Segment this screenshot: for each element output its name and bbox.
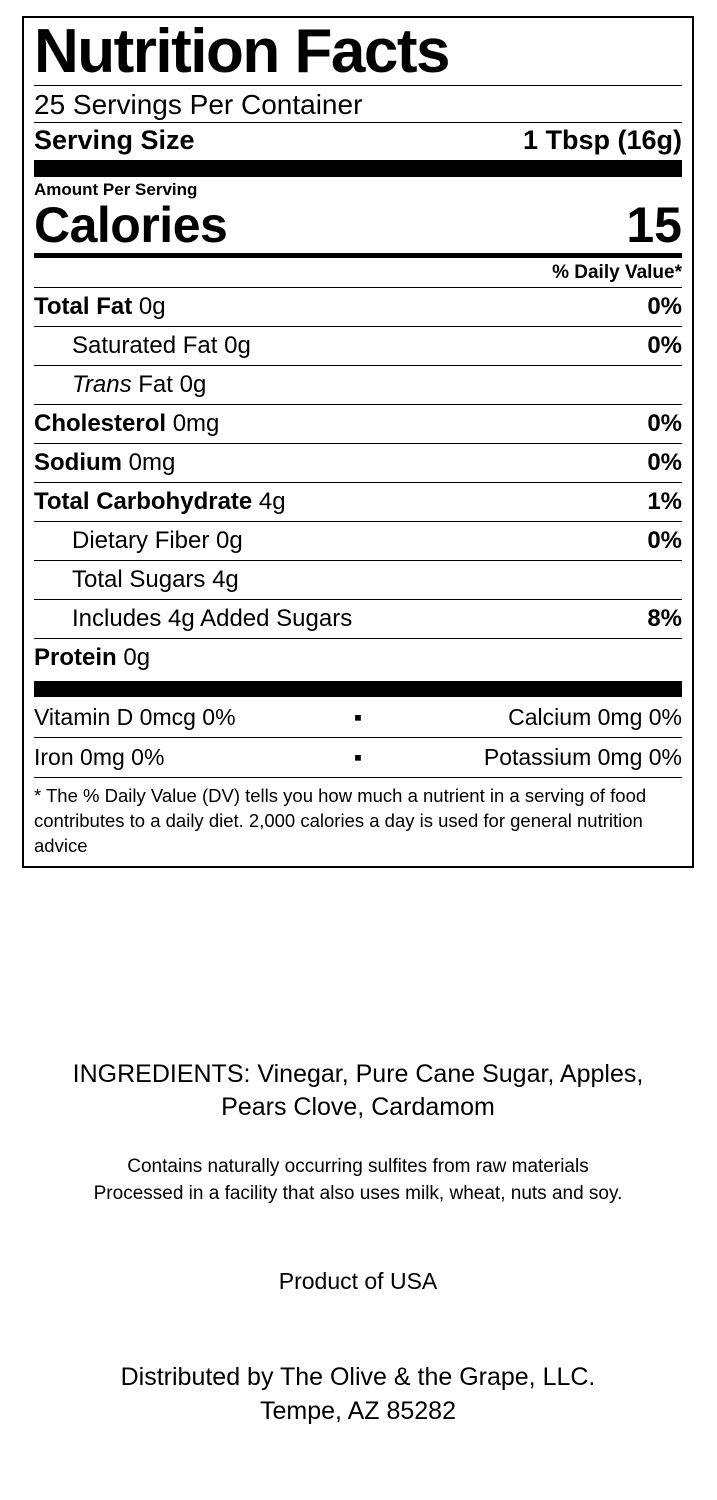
- supplemental-text-block: [22, 1058, 694, 1428]
- nutrient-amount: Fat 0g: [138, 371, 207, 399]
- nutrient-row-protein: [34, 638, 682, 677]
- nutrient-row-total-carbohydrate: [34, 482, 682, 521]
- daily-value-header: % Daily Value*: [552, 262, 682, 284]
- nutrient-amount: 0g: [224, 332, 251, 360]
- bullet-separator-icon: ▪: [353, 744, 363, 771]
- nutrient-amount: 0g: [216, 527, 243, 555]
- nutrient-name: Total Carbohydrate: [34, 488, 253, 516]
- nutrient-amount: 0g: [123, 644, 151, 672]
- nutrient-dv: 0%: [647, 410, 682, 438]
- potassium-value: Potassium 0mg 0%: [483, 744, 682, 771]
- nutrition-facts-title: Nutrition Facts: [34, 17, 449, 86]
- nutrient-name: Cholesterol: [34, 410, 167, 438]
- nutrient-amount: 0mg: [128, 449, 176, 477]
- serving-size-row: [34, 123, 682, 160]
- nutrient-row-dietary-fiber: [34, 521, 682, 560]
- calories-value: 15: [626, 197, 682, 254]
- nutrient-amount: 4g: [212, 566, 239, 594]
- daily-value-footnote: * The % Daily Value (DV) tells you how much a nutrient in a serving of food contributes to a daily diet. 2,000 calories a day is used for general nutrition advice: [34, 777, 682, 860]
- nutrient-name: Trans: [72, 371, 132, 399]
- serving-size-label: Serving Size: [34, 125, 195, 156]
- nutrient-row-sodium: [34, 443, 682, 482]
- distributor-address: Tempe, AZ 85282: [260, 1396, 456, 1425]
- thick-separator-top: [34, 160, 682, 177]
- nutrient-amount: 4g: [258, 488, 286, 516]
- facility-statement: Processed in a facility that also uses milk, wheat, nuts and soy.: [93, 1182, 623, 1204]
- ingredients-text: INGREDIENTS: Vinegar, Pure Cane Sugar, Apples, Pears Clove, Cardamom: [72, 1060, 644, 1121]
- allergen-block: [22, 1154, 694, 1208]
- nutrient-name: Includes 4g Added Sugars: [72, 605, 353, 633]
- amount-per-serving-label: Amount Per Serving: [34, 180, 198, 200]
- nutrient-name: Total Sugars: [72, 566, 206, 594]
- nutrient-dv: 1%: [647, 488, 682, 516]
- nutrient-name: Sodium: [34, 449, 122, 477]
- servings-per-container: 25 Servings Per Container: [34, 88, 363, 120]
- nutrient-row-total-fat: [34, 287, 682, 326]
- nutrient-name: Saturated Fat: [72, 332, 218, 360]
- nutrient-row-trans-fat: [34, 365, 682, 404]
- nutrient-dv: 0%: [647, 293, 682, 321]
- sulfites-statement: Contains naturally occurring sulfites from raw materials: [127, 1156, 589, 1177]
- nutrient-row-total-sugars: [34, 560, 682, 599]
- nutrition-facts-panel: [22, 16, 694, 868]
- nutrient-amount: 0g: [138, 293, 166, 321]
- nutrient-dv: 0%: [647, 449, 682, 477]
- distributor-block: [22, 1361, 694, 1429]
- nutrient-amount: 0mg: [172, 410, 220, 438]
- nutrient-dv: 0%: [647, 527, 682, 555]
- vitamin-row-2: [34, 737, 682, 777]
- iron-value: Iron 0mg 0%: [34, 744, 165, 771]
- calories-row: [34, 197, 682, 254]
- vitamin-d-value: Vitamin D 0mcg 0%: [34, 704, 236, 731]
- nutrient-dv: 8%: [647, 605, 682, 633]
- calcium-value: Calcium 0mg 0%: [508, 704, 682, 731]
- serving-size-value: 1 Tbsp (16g): [522, 125, 682, 156]
- nutrient-name: Dietary Fiber: [72, 527, 210, 555]
- nutrient-dv: 0%: [647, 332, 682, 360]
- nutrient-row-cholesterol: [34, 404, 682, 443]
- vitamin-row-1: [34, 697, 682, 737]
- nutrient-row-added-sugars: [34, 599, 682, 638]
- nutrient-name: Total Fat: [34, 293, 133, 321]
- calories-label: Calories: [34, 197, 228, 254]
- distributor-name: Distributed by The Olive & the Grape, LLC.: [120, 1362, 596, 1391]
- bullet-separator-icon: ▪: [353, 704, 363, 731]
- nutrient-name: Protein: [34, 644, 117, 672]
- nutrient-row-saturated-fat: [34, 326, 682, 365]
- thick-separator-bottom: [34, 681, 682, 697]
- country-of-origin: Product of USA: [278, 1267, 438, 1294]
